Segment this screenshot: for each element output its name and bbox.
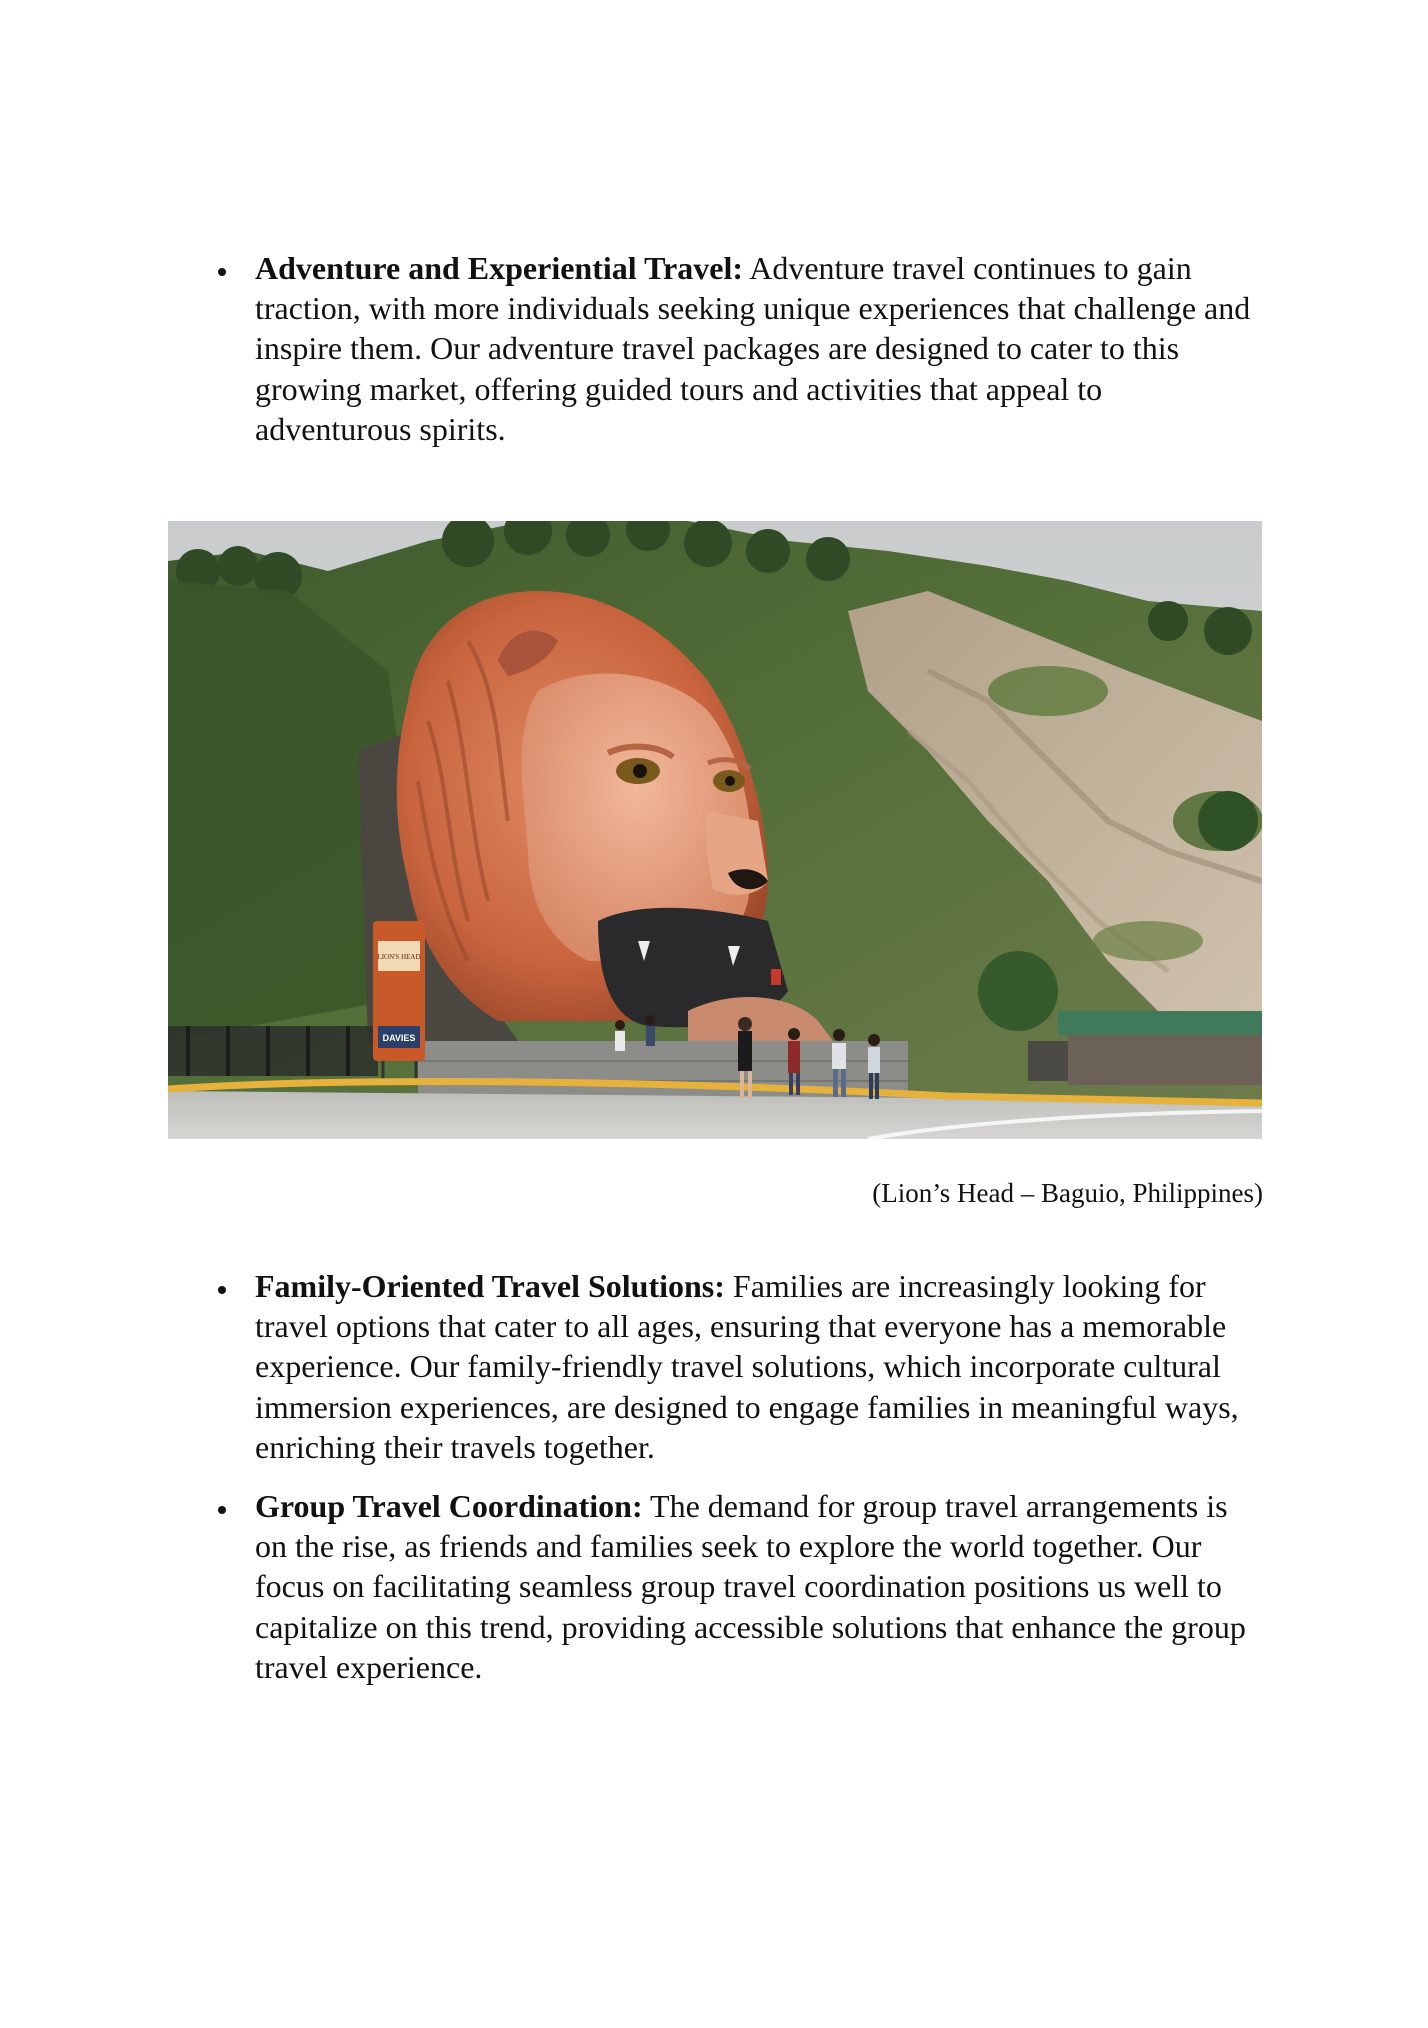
bullet-heading: Family-Oriented Travel Solutions: — [255, 1268, 725, 1304]
bullet-list-top — [200, 248, 1260, 468]
bullet-heading: Group Travel Coordination: — [255, 1488, 643, 1525]
bullet-family-travel — [200, 1266, 1260, 1467]
sign-title-text: LION'S HEAD — [377, 953, 421, 961]
photo-caption: (Lion’s Head – Baguio, Philippines) — [872, 1178, 1263, 1208]
bullet-heading: Adventure and Experiential Travel: — [255, 250, 743, 286]
bullet-group-travel — [200, 1486, 1260, 1687]
bullet-adventure-travel — [200, 248, 1260, 449]
lions-head-photo — [168, 521, 1262, 1139]
bullet-body: Adventure travel continues to gain traction, with more individuals seeking unique experiences that challenge and inspire them. Our adventure travel packages are designed to cater to this growing market, offering guided tours and activities that appeal to adventurous spirits. — [255, 250, 1251, 447]
bullet-body: Families are increasingly looking for travel options that cater to all ages, ensuring that everyone has a memorable experience. Our family-friendly travel solutions, which incorporate cultural immersion experiences, are designed to engage families in meaningful ways, enriching their travels together. — [255, 1268, 1239, 1465]
bullet-body: The demand for group travel arrangements is on the rise, as friends and families seek to explore the world together. Our focus on facilitating seamless group travel coordination positions us well to capitalize on this trend, providing accessible solutions that enhance the group travel experience. — [255, 1488, 1246, 1685]
sign-brand-text: DAVIES — [382, 1033, 416, 1043]
bullet-list-bottom — [200, 1266, 1260, 1706]
